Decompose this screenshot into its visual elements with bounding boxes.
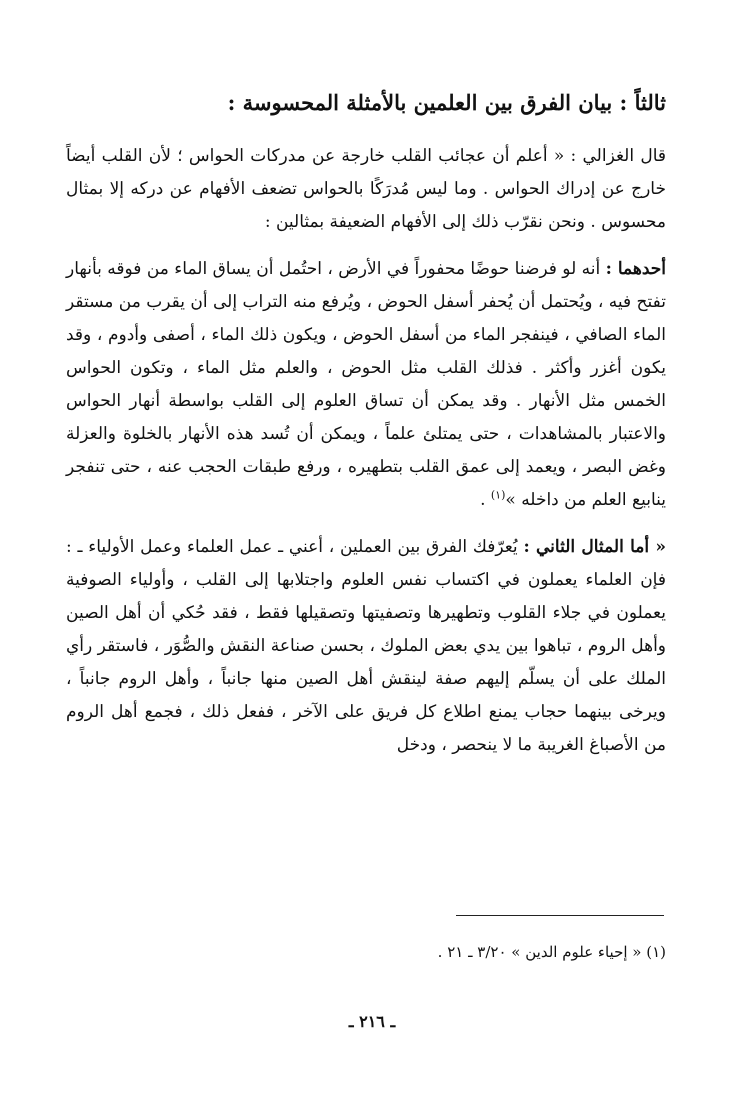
paragraph-ghazali-quote: [66, 140, 666, 239]
paragraph-label: « أما المثال الثاني :: [523, 537, 667, 557]
paragraph-first-example: [66, 253, 666, 517]
footnote: (١) « إحياء علوم الدين » ٣/٢٠ ـ ٢١ .: [437, 943, 666, 961]
paragraph-label: أحدهما :: [605, 259, 666, 279]
footnote-reference[interactable]: (١): [490, 488, 506, 502]
paragraph-second-example: [66, 531, 666, 762]
paragraph-text: أنه لو فرضنا حوضًا محفوراً في الأرض ، احتُمل أن يساق الماء من فوقه بأنهار تفتح فيه ، ويُحتمل أن يُحفر أسفل الحوض ، ويُرفع منه التراب إلى أن يقرب من مستقر الماء الصافي ، فينفجر الماء من أسفل الحوض ، ويكون ذلك الماء ، أصفى وأدوم ، وقد يكون أغزر وأكثر . فذلك القلب مثل الحوض ، والعلم مثل الماء ، وتكون الحواس الخمس مثل الأنهار . وقد يمكن أن تساق العلوم إلى القلب بواسطة أنهار الحواس والاعتبار بالمشاهدات ، حتى يمتلئ علماً ، ويمكن أن تُسد هذه الأنهار بالخلوة والعزلة وغض البصر ، ويعمد إلى عمق القلب بتطهيره ، ورفع طبقات الحجب عنه ، حتى تنفجر ينابيع العلم من داخله »: [66, 259, 666, 510]
section-heading: ثالثاً : بيان الفرق بين العلمين بالأمثلة المحسوسة :: [227, 90, 666, 115]
paragraph-text: قال الغزالي : « أعلم أن عجائب القلب خارجة عن مدركات الحواس ؛ لأن القلب أيضاً خارج عن إدراك الحواس . وما ليس مُدرَكًا بالحواس تضعف الأفهام عن دركه إلا بمثال محسوس . ونحن نقرّب ذلك إلى الأفهام الضعيفة بمثالين :: [66, 146, 666, 232]
page-number: ـ ٢١٦ ـ: [348, 1012, 396, 1031]
footnote-divider: [456, 915, 664, 916]
page-body: [66, 80, 666, 776]
paragraph-text: يُعرّفك الفرق بين العملين ، أعني ـ عمل العلماء وعمل الأولياء ـ : فإن العلماء يعملون في اكتساب نفس العلوم واجتلابها إلى القلب ، وأولياء الصوفية يعملون في جلاء القلوب وتطهيرها وتصفيتها وتصقيلها فقط ، فقد حُكي أن أهل الصين وأهل الروم ، تباهوا بين يدي بعض الملوك ، بحسن صناعة النقش والصُّوَر ، فاستقر رأي الملك على أن يسلّم إليهم صفة لينقش أهل الصين منها جانباً ، وأهل الروم جانباً ، ويرخى بينهما حجاب يمنع اطلاع كل فريق على الآخر ، ففعل ذلك ، فجمع أهل الروم من الأصباغ الغريبة ما لا ينحصر ، ودخل: [66, 537, 667, 755]
paragraph-tail: .: [480, 490, 491, 510]
